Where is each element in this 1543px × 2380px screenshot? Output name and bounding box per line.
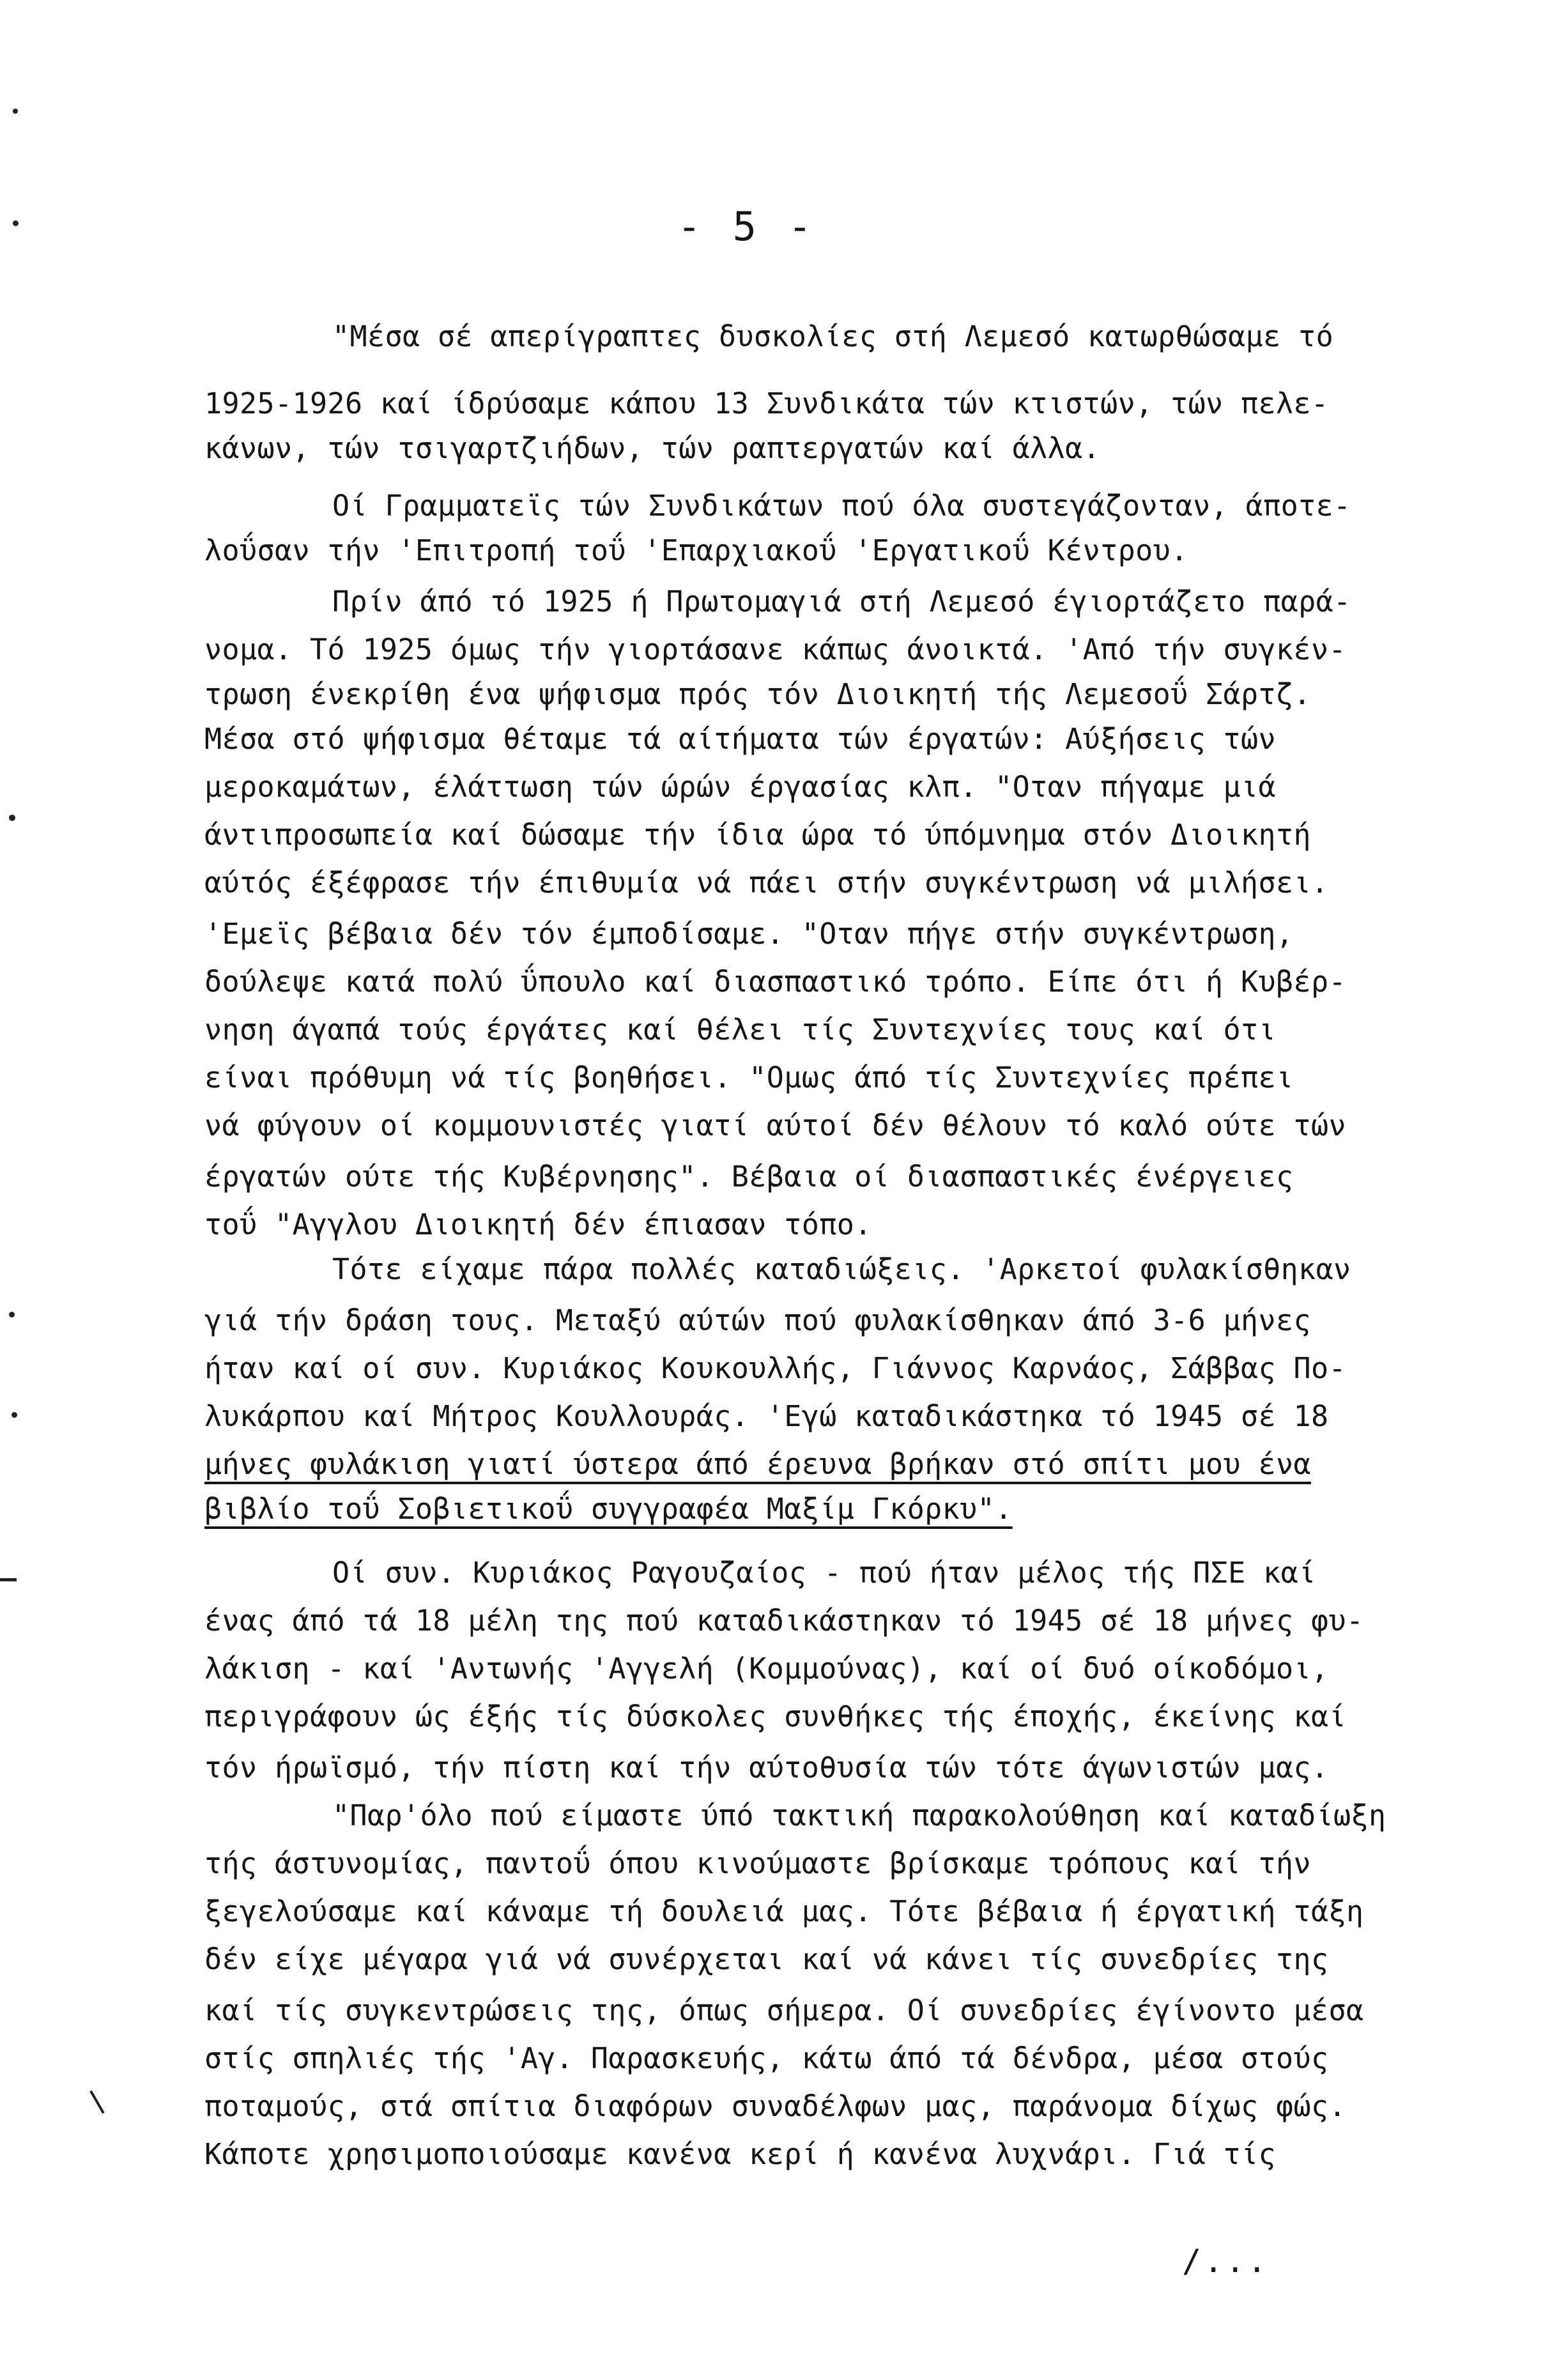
text-line: Μέσα στό ψήφισμα θέταμε τά αίτήματα τών έργατών: Αύξήσεις τών xyxy=(204,722,1277,756)
text-line: νηση άγαπά τούς έργάτες καί θέλει τίς Συντεχνίες τους καί ότι xyxy=(204,1013,1277,1047)
text-line: 'Εμεϊς βέβαια δέν τόν έμποδίσαμε. "Οταν πήγε στήν συγκέντρωση, xyxy=(204,917,1294,951)
text-line: νομα. Τό 1925 όμως τήν γιορτάσανε κάπως άνοικτά. 'Από τήν συγκέν- xyxy=(204,633,1346,666)
text-line: έργατών ούτε τής Κυβέρνησης". Βέβαια οί διασπαστικές ένέργειες xyxy=(204,1160,1294,1194)
text-line: μήνες φυλάκιση γιατί ύστερα άπό έρευνα βρήκαν στό σπίτι μου ένα xyxy=(204,1447,1312,1481)
text-line: περιγράφουν ώς έξής τίς δύσκολες συνθήκες τής έποχής, έκείνης καί xyxy=(204,1700,1346,1733)
text-line: γιά τήν δράση τους. Μεταξύ αύτών πού φυλακίσθηκαν άπό 3-6 μήνες xyxy=(204,1303,1312,1337)
text-line: Τότε είχαμε πάρα πολλές καταδιώξεις. 'Αρκετοί φυλακίσθηκαν xyxy=(332,1252,1351,1286)
text-line: ήταν καί οί συν. Κυριάκος Κουκουλλής, Γιάννος Καρνάος, Σάββας Πο- xyxy=(204,1351,1346,1385)
text-line: τής άστυνομίας, παντοΰ όπου κινούμαστε βρίσκαμε τρόπους καί τήν xyxy=(204,1846,1312,1880)
text-line: "Μέσα σέ απερίγραπτες δυσκολίες στή Λεμεσό κατωρθώσαμε τό xyxy=(332,319,1334,353)
text-line: τρωση ένεκρίθη ένα ψήφισμα πρός τόν Διοικητή τής Λεμεσοΰ Σάρτζ. xyxy=(204,677,1312,711)
text-line: λάκιση - καί 'Αντωνής 'Αγγελή (Κομμούνας), καί οί δυό οίκοδόμοι, xyxy=(204,1652,1329,1685)
margin-tick xyxy=(89,2091,104,2114)
text-line: Πρίν άπό τό 1925 ή Πρωτομαγιά στή Λεμεσό έγιορτάζετο παρά- xyxy=(332,585,1351,618)
text-line: νά φύγουν οί κομμουνιστές γιατί αύτοί δέν θέλουν τό καλό ούτε τών xyxy=(204,1109,1346,1142)
text-line: Οί Γραμματεϊς τών Συνδικάτων πού όλα συστεγάζονταν, άποτε- xyxy=(332,489,1351,523)
text-line: ξεγελούσαμε καί κάναμε τή δουλειά μας. Τότε βέβαια ή έργατική τάξη xyxy=(204,1894,1364,1928)
margin-speck xyxy=(12,1412,17,1418)
continuation-mark: /... xyxy=(1182,2243,1270,2280)
text-line: Κάποτε χρησιμοποιούσαμε κανένα κερί ή κανένα λυχνάρι. Γιά τίς xyxy=(204,2137,1277,2171)
text-line: λοΰσαν τήν 'Επιτροπή τοΰ 'Επαρχιακοΰ 'Εργατικοΰ Κέντρου. xyxy=(204,534,1188,567)
text-line: τόν ήρωϊσμό, τήν πίστη καί τήν αύτοθυσία τών τότε άγωνιστών μας. xyxy=(204,1751,1329,1785)
text-line: ένας άπό τά 18 μέλη της πού καταδικάστηκαν τό 1945 σέ 18 μήνες φυ- xyxy=(204,1604,1364,1638)
text-line: κάνων, τών τσιγαρτζιήδων, τών ραπτεργατών καί άλλα. xyxy=(204,431,1101,465)
margin-speck xyxy=(13,109,18,114)
margin-speck xyxy=(13,220,19,226)
margin-tick xyxy=(0,1578,17,1581)
text-line: 1925-1926 καί ίδρύσαμε κάπου 13 Συνδικάτα τών κτιστών, τών πελε- xyxy=(204,387,1329,420)
text-line: δέν είχε μέγαρα γιά νά συνέρχεται καί νά κάνει τίς συνεδρίες της xyxy=(204,1942,1329,1976)
text-line: αύτός έξέφρασε τήν έπιθυμία νά πάει στήν συγκέντρωση νά μιλήσει. xyxy=(204,866,1329,900)
text-line: μεροκαμάτων, έλάττωση τών ώρών έργασίας κλπ. "Οταν πήγαμε μιά xyxy=(204,770,1277,804)
text-line: καί τίς συγκεντρώσεις της, όπως σήμερα. Οί συνεδρίες έγίνοντο μέσα xyxy=(204,1993,1364,2027)
text-line: βιβλίο τοΰ Σοβιετικοΰ συγγραφέα Μαξίμ Γκόρκυ". xyxy=(204,1492,1013,1526)
text-line: "Παρ'όλο πού είμαστε ύπό τακτική παρακολούθηση καί καταδίωξη xyxy=(332,1799,1386,1832)
text-line: λυκάρπου καί Μήτρος Κουλλουράς. 'Εγώ καταδικάστηκα τό 1945 σέ 18 xyxy=(204,1399,1329,1433)
text-line: είναι πρόθυμη νά τίς βοηθήσει. "Ομως άπό τίς Συντεχνίες πρέπει xyxy=(204,1061,1294,1094)
margin-speck xyxy=(9,1312,15,1317)
margin-speck xyxy=(9,815,15,821)
text-line: άντιπροσωπεία καί δώσαμε τήν ίδια ώρα τό ύπόμνημα στόν Διοικητή xyxy=(204,818,1312,852)
text-line: ποταμούς, στά σπίτια διαφόρων συναδέλφων μας, παράνομα δίχως φώς. xyxy=(204,2089,1346,2123)
page-number: - 5 - xyxy=(677,203,816,250)
text-line: δούλεψε κατά πολύ ΰπουλο καί διασπαστικό τρόπο. Είπε ότι ή Κυβέρ- xyxy=(204,965,1346,999)
text-line: Οί συν. Κυριάκος Ραγουζαίος - πού ήταν μέλος τής ΠΣΕ καί xyxy=(332,1556,1316,1590)
text-line: στίς σπηλιές τής 'Αγ. Παρασκευής, κάτω άπό τά δένδρα, μέσα στούς xyxy=(204,2041,1329,2075)
text-line: τοΰ "Αγγλου Διοικητή δέν έπιασαν τόπο. xyxy=(204,1208,872,1241)
